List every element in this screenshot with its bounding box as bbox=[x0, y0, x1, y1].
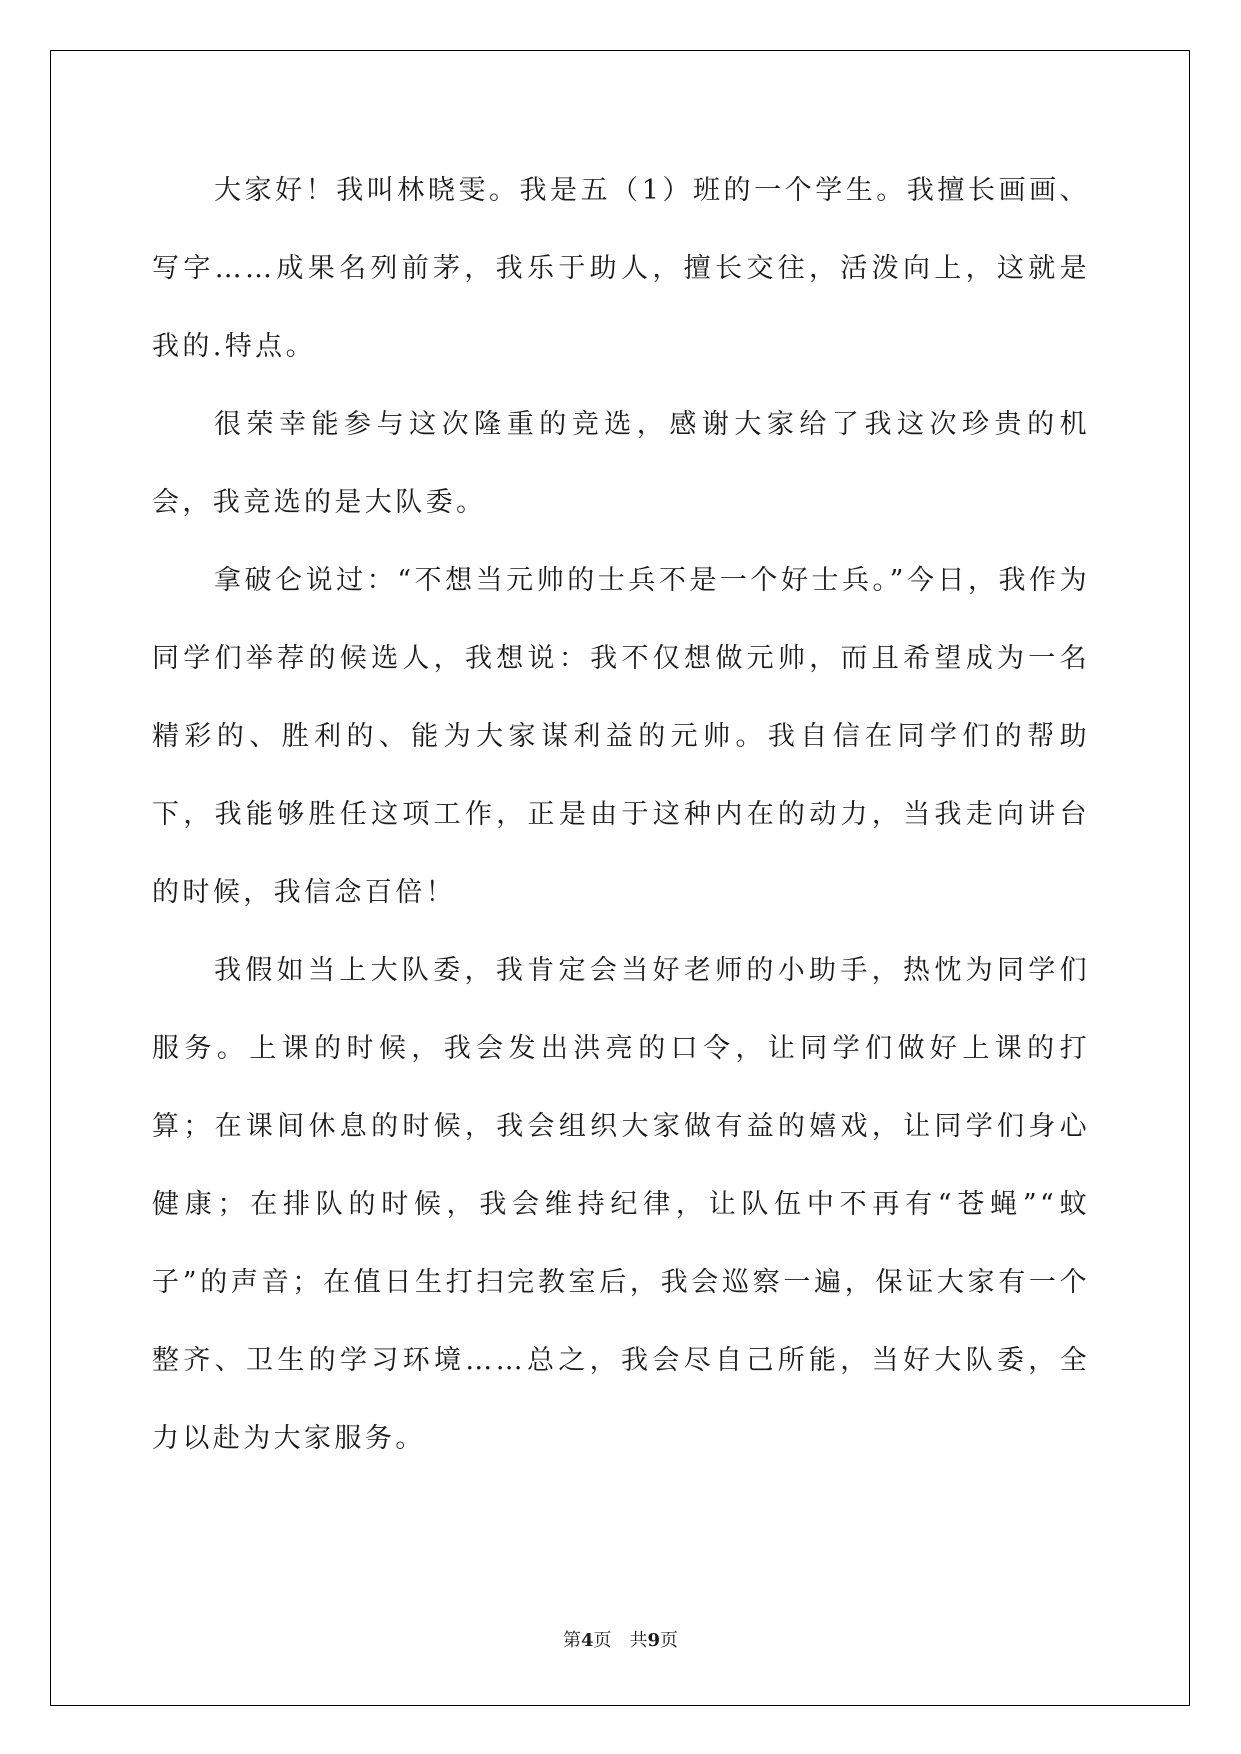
total-suffix: 页 bbox=[660, 1630, 679, 1651]
total-pages: 9 bbox=[647, 1630, 661, 1651]
page-number: 4 bbox=[580, 1630, 594, 1651]
paragraph-2: 很荣幸能参与这次隆重的竞选，感谢大家给了我这次珍贵的机会，我竞选的是大队委。 bbox=[152, 409, 1090, 518]
paragraph-3: 拿破仑说过：“不想当元帅的士兵不是一个好士兵。”今日，我作为同学们举荐的候选人，我想说：我不仅想做元帅，而且希望成为一名精彩的、胜利的、能为大家谋利益的元帅。我自信在同学们的帮助下，我能够胜任这项工作，正是由于这种内在的动力，当我走向讲台的时候，我信念百倍！ bbox=[152, 565, 1090, 908]
paragraph-1: 大家好！我叫林晓雯。我是五（1）班的一个学生。我擅长画画、写字……成果名列前茅，我乐于助人，擅长交往，活泼向上，这就是我的.特点。 bbox=[152, 175, 1090, 362]
page-suffix: 页 bbox=[593, 1630, 612, 1651]
page-footer bbox=[0, 1626, 1241, 1652]
paragraph-4: 我假如当上大队委，我肯定会当好老师的小助手，热忱为同学们服务。上课的时候，我会发出洪亮的口令，让同学们做好上课的打算；在课间休息的时候，我会组织大家做有益的嬉戏，让同学们身心健康；在排队的时候，我会维持纪律，让队伍中不再有“苍蝇”“蚊子”的声音；在值日生打扫完教室后，我会巡察一遍，保证大家有一个整齐、卫生的学习环境……总之，我会尽自己所能，当好大队委，全力以赴为大家服务。 bbox=[152, 955, 1090, 1454]
page-prefix: 第 bbox=[562, 1630, 581, 1651]
total-prefix: 共 bbox=[629, 1630, 648, 1651]
document-body bbox=[152, 152, 1090, 1478]
